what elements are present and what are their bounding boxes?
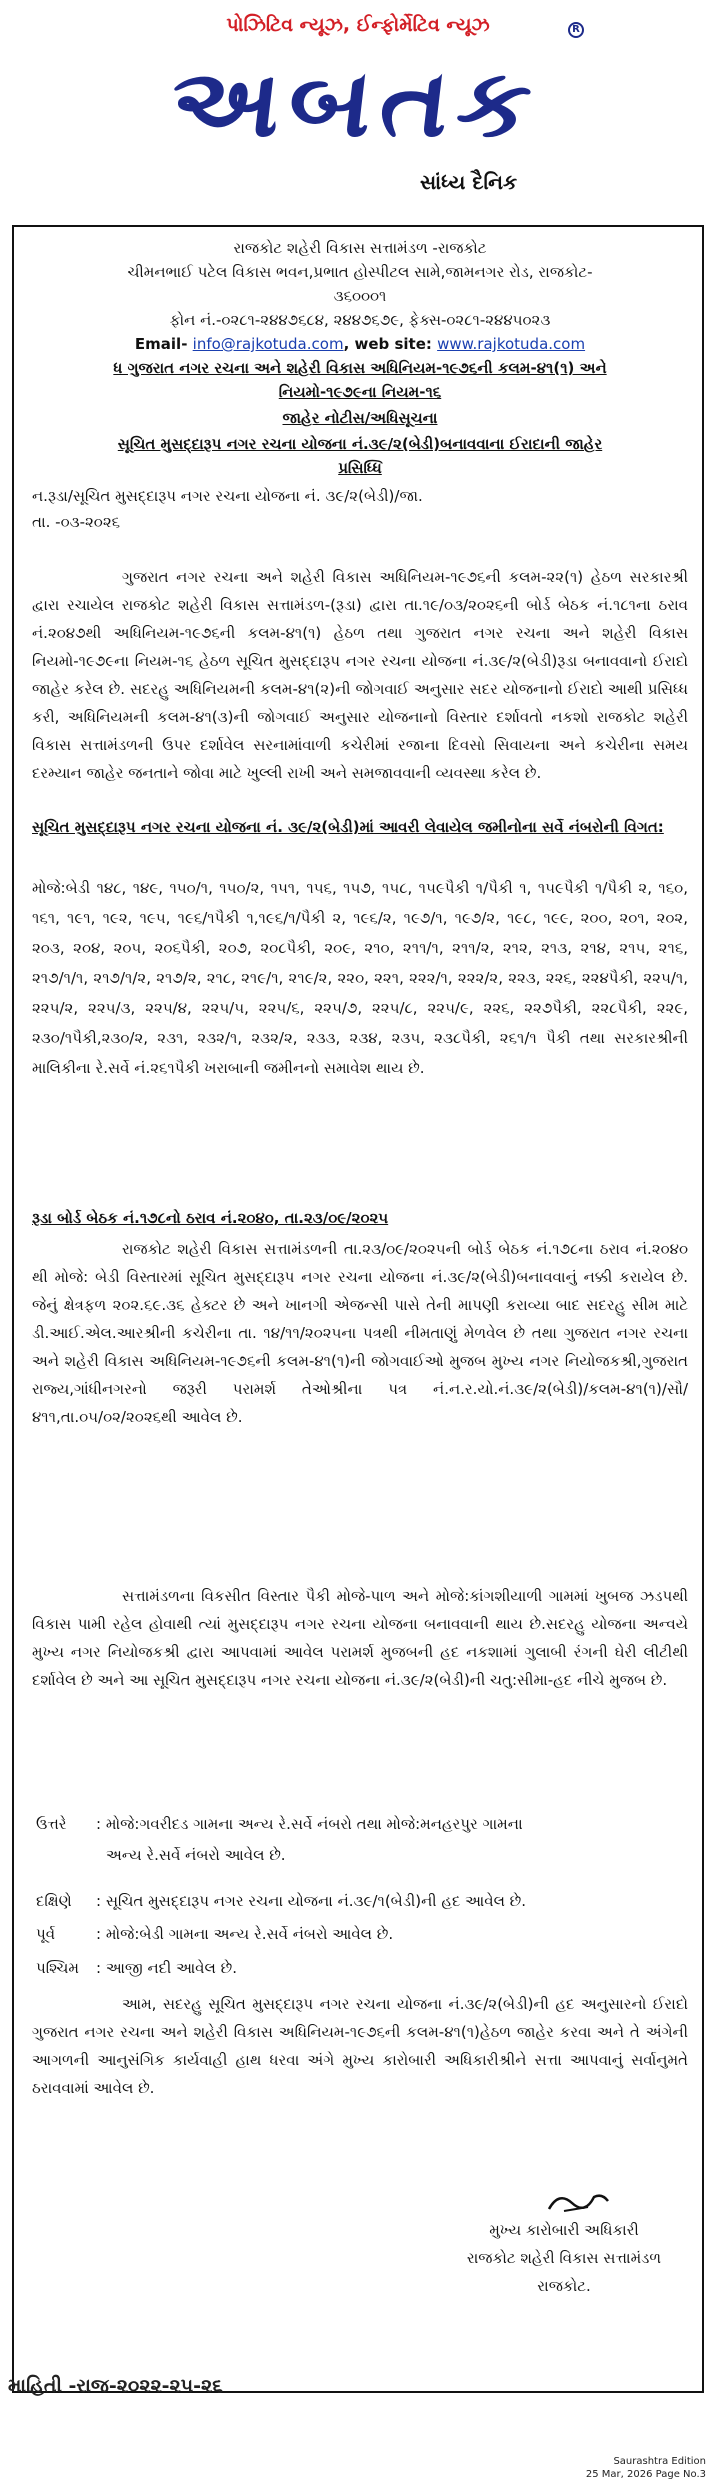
survey-heading: સૂચિત મુસદ્દારૂપ નગર રચના યોજના નં. ૩૯/૨(બેડી)માં આવરી લેવાયેલ જમીનોના સર્વે નંબરોની વિગત: — [32, 818, 664, 836]
masthead-subtitle: સાંધ્ય દૈનિક — [420, 170, 518, 194]
boundary-label: ઉત્તરે — [36, 1815, 67, 1833]
tagline: પોઝિટિવ ન્યૂઝ, ઈન્ફોર્મેટિવ ન્યૂઝ — [226, 14, 490, 36]
act-line: ધ ગુજરાત નગર રચના અને શહેરી વિકાસ અધિનિયમ-૧૯૭૬ની કલમ-૪૧(૧) અને — [113, 359, 607, 377]
board-resolution-paragraph — [32, 1235, 688, 1575]
masthead — [0, 0, 716, 205]
board-resolution-text: રાજકોટ શહેરી વિકાસ સત્તામંડળની તા.૨૩/૦૯/૨૦૨૫ની બોર્ડ બેઠક નં.૧૭૮ના ઠરાવ નં.૨૦૪૦ થી મોજે: બેડી વિસ્તારમાં સૂચિત મુસદ્દારૂપ નગર રચના યોજના નં.૩૯/૨(બેડી)બનાવવાનું નક્કી કરાયેલ છે. જેનું ક્ષેત્રફળ ૨૦૨.૬૯.૩૬ હેક્ટર છે અને ખાનગી એજન્સી પાસે તેની માપણી કરાવ્યા બાદ સદરહુ સીમ માટે ડી.આઈ.એલ.આરશ્રીની કચેરીના તા. ૧૪/૧૧/૨૦૨૫ના પત્રથી નીમતાણું મેળવેલ છે તથા ગુજરાત નગર રચના અને શહેરી વિકાસ અધિનિયમ-૧૯૭૬ની કલમ-૪૧(૧)ની જોગવાઈઓ મુજબ મુખ્ય નગર નિયોજકશ્રી,ગુજરાત રાજ્ય,ગાંધીનગરનો જરૂરી પરામર્શ તેઓશ્રીના પત્ર નં.ન.ર.યો.નં.૩૯/૨(બેડી)/કલમ-૪૧(૧)/સૌ/૪૧૧,તા.૦૫/૦૨/૨૦૨૬થી આવેલ છે. — [32, 1240, 688, 1426]
contact-line — [32, 333, 688, 355]
edition-date-page: 25 Mar, 2026 Page No.3 — [585, 2469, 706, 2480]
email-link[interactable]: info@rajkotuda.com — [192, 335, 344, 353]
signature-mark — [544, 2187, 614, 2217]
email-label: Email- — [134, 335, 193, 353]
boundary-south — [36, 1887, 686, 1915]
boundary-text: : આજી નદી આવેલ છે. — [96, 1959, 237, 1977]
signatory-organisation: રાજકોટ શહેરી વિકાસ સત્તામંડળ — [466, 2249, 662, 2267]
boundary-label: પશ્ચિમ — [36, 1959, 80, 1977]
information-code: માહિતી -રાજ-૨૦૨૨-૨૫-૨૬ — [8, 2375, 223, 2397]
boundary-label: દક્ષિણે — [36, 1892, 72, 1910]
boundary-text: : સૂચિત મુસદ્દારૂપ નગર રચના યોજના નં.૩૯/૧(બેડી)ની હદ આવેલ છે. — [96, 1892, 527, 1910]
notice-subject: પ્રસિધ્ધિ — [338, 459, 382, 477]
boundary-label: પૂર્વ — [36, 1925, 56, 1943]
closing-text: આમ, સદરહુ સૂચિત મુસદ્દારૂપ નગર રચના યોજના નં.૩૯/૨(બેડી)ની હદ અનુસારનો ઈરાદો ગુજરાત નગર રચના અને શહેરી વિકાસ અધિનિયમ-૧૯૭૬ની કલમ-૪૧(૧)હેઠળ જાહેર કરવા અને તે અંગેની આગળની આનુસંગિક કાર્યવાહી હાથ ધરવા અંગે મુખ્ય કારોબારી અધિકારીશ્રીને સત્તા આપવાનું સર્વાનુમતે ઠરાવવામાં આવેલ છે. — [32, 1995, 688, 2097]
boundary-text: અન્ય રે.સર્વે નંબરો આવેલ છે. — [106, 1846, 286, 1864]
notice-header-line: રાજકોટ શહેરી વિકાસ સત્તામંડળ -રાજકોટ — [233, 239, 487, 257]
intro-text: ગુજરાત નગર રચના અને શહેરી વિકાસ અધિનિયમ-૧૯૭૬ની કલમ-૨૨(૧) હેઠળ સરકારશ્રી દ્વારા રચાયેલ રાજકોટ શહેરી વિકાસ સત્તામંડળ-(રૂડા) દ્વારા તા.૧૯/૦૩/૨૦૨૬ની બોર્ડ બેઠક નં.૧૮૧ના ઠરાવ નં.૨૦૪૭થી અધિનિયમ-૧૯૭૬ની કલમ-૪૧(૧) હેઠળ તથા ગુજરાત નગર રચના અને શહેરી વિકાસ નિયમો-૧૯૭૯ના નિયમ-૧૬ હેઠળ સૂચિત મુસદ્દારૂપ નગર રચના યોજના નં.૩૯/૨(બેડી)રૂડા બનાવવાનો ઈરાદો જાહેર કરેલ છે. સદરહુ અધિનિયમની કલમ-૪૧(૨)ની જોગવાઈ અનુસાર સદર યોજનાનો ઈરાદો આથી પ્રસિધ્ધ કરી, અધિનિયમની કલમ-૪૧(૩)ની જોગવાઈ અનુસાર યોજનાનો વિસ્તાર દર્શાવતો નકશો રાજકોટ શહેરી વિકાસ સત્તામંડળની ઉપર દર્શાવેલ સરનામાંવાળી કચેરીમાં રજાના દિવસો સિવાયના અને કચેરીના સમય દરમ્યાન જાહેર જનતાને જોવા માટે ખુલ્લી રાખી અને સમજાવવાની વ્યવસ્થા કરેલ છે. — [32, 568, 688, 782]
reference-date: તા. -૦૩-૨૦૨૬ — [32, 513, 121, 531]
registered-mark: R — [568, 22, 584, 38]
signatory-title: મુખ્ય કારોબારી અધિકારી — [489, 2221, 639, 2239]
boundary-north — [36, 1810, 686, 1838]
boundary-north-cont — [36, 1841, 686, 1869]
notice-header-line: ૩૬૦૦૦૧ — [333, 287, 387, 305]
logo-text: અબતક — [164, 48, 546, 158]
act-line: નિયમો-૧૯૭૯ના નિયમ-૧૬ — [278, 383, 442, 401]
boundary-text: : મોજે:ગવરીદડ ગામના અન્ય રે.સર્વે નંબરો તથા મોજે:મનહરપુર ગામના — [96, 1815, 523, 1833]
notice-header-line: ચીમનભાઈ પટેલ વિકાસ ભવન,પ્રભાત હોસ્પીટલ સામે,જામનગર રોડ, રાજકોટ- — [127, 263, 593, 281]
signatory-city: રાજકોટ. — [537, 2277, 591, 2295]
edition-name: Saurashtra Edition — [613, 2456, 706, 2467]
boundary-text: : મોજે:બેડી ગામના અન્ય રે.સર્વે નંબરો આવેલ છે. — [96, 1925, 394, 1943]
newspaper-logo — [130, 44, 580, 162]
website-link[interactable]: www.rajkotuda.com — [437, 335, 586, 353]
reference-number: ન.રૂડા/સૂચિત મુસદ્દારૂપ નગર રચના યોજના નં. ૩૯/૨(બેડી)/જા. — [32, 487, 423, 505]
board-resolution-heading: રૂડા બોર્ડ બેઠક નં.૧૭૮નો ઠરાવ નં.૨૦૪૦, તા.૨૩/૦૯/૨૦૨૫ — [32, 1209, 389, 1227]
web-label: , web site: — [343, 335, 438, 353]
edition-info — [586, 2455, 706, 2481]
public-notice-box — [12, 225, 704, 2393]
survey-number-list: મોજે:બેડી ૧૪૮, ૧૪૯, ૧૫૦/૧, ૧૫૦/૨, ૧૫૧, ૧૫૬, ૧૫૭, ૧૫૮, ૧૫૯પૈકી ૧/પૈકી ૧, ૧૫૯પૈકી ૧/પૈકી ૨, ૧૬૦, ૧૬૧, ૧૯૧, ૧૯૨, ૧૯૫, ૧૯૬/૧પૈકી ૧,૧૯૬/૧/પૈકી ૨, ૧૯૬/૨, ૧૯૭/૧, ૧૯૭/૨, ૧૯૮, ૧૯૯, ૨૦૦, ૨૦૧, ૨૦૨, ૨૦૩, ૨૦૪, ૨૦૫, ૨૦૬પૈકી, ૨૦૭, ૨૦૮પૈકી, ૨૦૯, ૨૧૦, ૨૧૧/૧, ૨૧૧/૨, ૨૧૨, ૨૧૩, ૨૧૪, ૨૧૫, ૨૧૬, ૨૧૭/૧/૧, ૨૧૭/૧/૨, ૨૧૭/૨, ૨૧૮, ૨૧૯/૧, ૨૧૯/૨, ૨૨૦, ૨૨૧, ૨૨૨/૧, ૨૨૨/૨, ૨૨૩, ૨૨૬, ૨૨૪પૈકી, ૨૨૫/૧, ૨૨૫/૨, ૨૨૫/૩, ૨૨૫/૪, ૨૨૫/૫, ૨૨૫/૬, ૨૨૫/૭, ૨૨૫/૮, ૨૨૫/૯, ૨૨૬, ૨૨૭પૈકી, ૨૨૮પૈકી, ૨૨૯, ૨૩૦/૧પૈકી,૨૩૦/૨, ૨૩૧, ૨૩૨/૧, ૨૩૨/૨, ૨૩૩, ૨૩૪, ૨૩૫, ૨૩૮પૈકી, ૨૬૧/૧ પૈકી તથા સરકારશ્રીની માલિકીના રે.સર્વે નં.૨૬૧પૈકી ખરાબાની જમીનનો સમાવેશ થાય છે. — [32, 879, 688, 1077]
boundary-west — [36, 1954, 686, 1982]
intro-paragraph — [32, 563, 688, 793]
public-notice-title: જાહેર નોટીસ/અધિસૂચના — [282, 409, 438, 427]
notice-subject: સૂચિત મુસદ્દારૂપ નગર રચના યોજના નં.૩૯/૨(બેડી)બનાવવાના ઈરાદાની જાહેર — [117, 435, 603, 453]
boundary-intro-paragraph — [32, 1582, 688, 1782]
closing-paragraph — [32, 1990, 688, 2165]
boundary-east — [36, 1920, 686, 1948]
notice-header-line: ફોન નં.-૦૨૮૧-૨૪૪૭૬૮૪, ૨૪૪૭૬૭૯, ફેક્સ-૦૨૮૧-૨૪૪૫૦૨૩ — [169, 311, 551, 329]
boundary-intro-text: સત્તામંડળના વિકસીત વિસ્તાર પૈકી મોજે-પાળ અને મોજે:કાંગશીયાળી ગામમાં ખુબજ ઝડપથી વિકાસ પામી રહેલ હોવાથી ત્યાં મુસદ્દારૂપ નગર રચના યોજના બનાવવાની થાય છે.સદરહુ યોજના અન્વયે મુખ્ય નગર નિયોજકશ્રી દ્વારા આપવામાં આવેલ પરામર્શ મુજબની હદ નકશામાં ગુલાબી રંગની ઘેરી લીટીથી દર્શાવેલ છે અને આ સૂચિત મુસદ્દારૂપ નગર રચના યોજના નં.૩૯/૨(બેડી)ની ચતુ:સીમા-હદ નીચે મુજબ છે. — [32, 1587, 688, 1689]
